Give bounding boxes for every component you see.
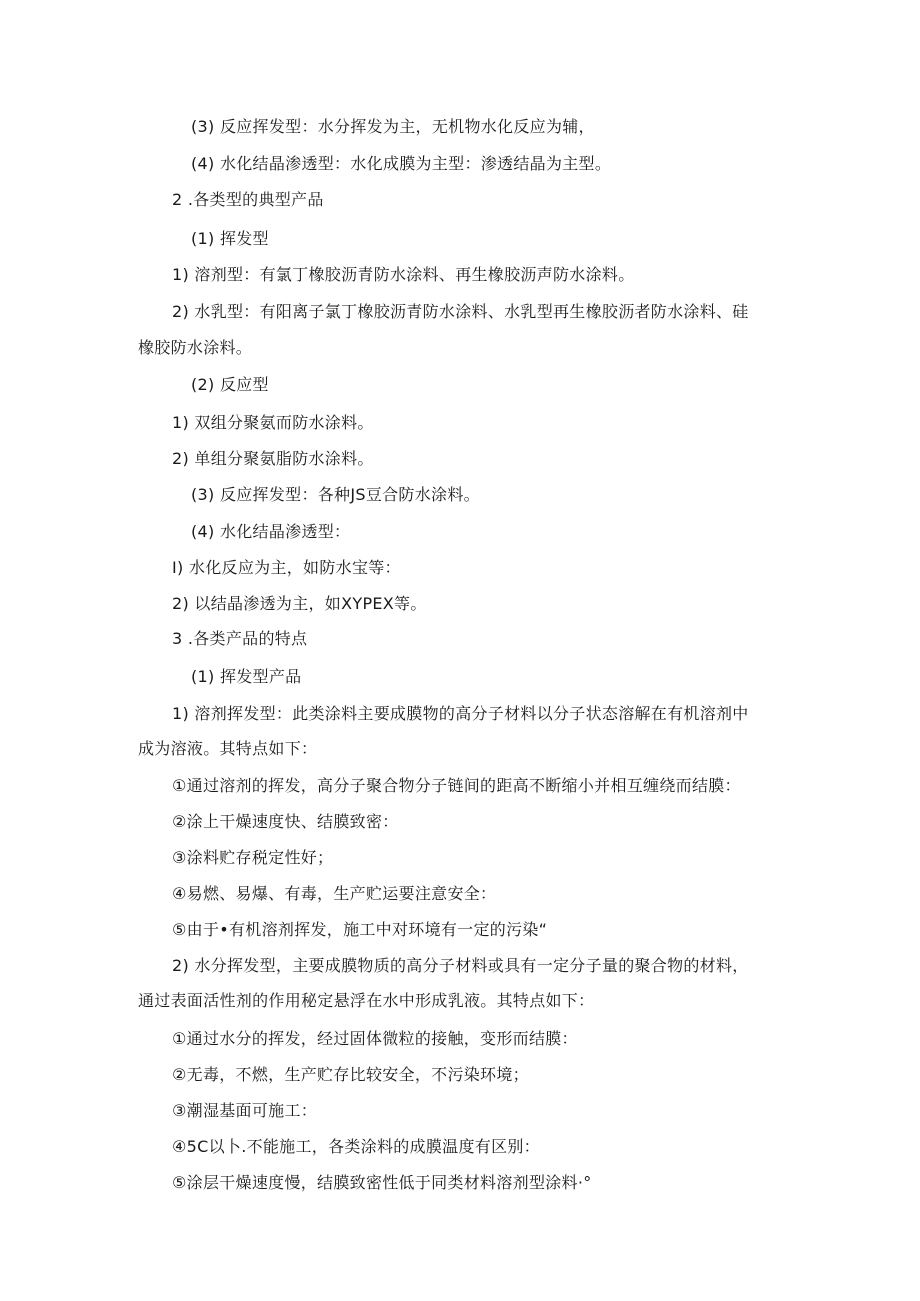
text-line: (3) 反应挥发型：各种JS豆合防水涂料。 [191, 485, 480, 504]
text-line: 成为溶液。其特点如下： [138, 739, 318, 758]
text-line: 2) 水乳型：有阳离子氯丁橡胶沥青防水涂料、水乳型再生橡胶沥者防水涂料、硅 [172, 302, 749, 321]
text-line: (4) 水化结晶渗透型：水化成膜为主型：渗透结晶为主型。 [191, 154, 612, 173]
list-item: ②涂上干燥速度快、结膜致密： [172, 812, 399, 831]
text-line: 橡胶防水涂料。 [138, 338, 253, 357]
subsection-heading: (4) 水化结晶渗透型： [191, 522, 351, 541]
text-line: 2) 水分挥发型，主要成膜物质的高分子材料或具有一定分子量的聚合物的材料， [172, 956, 749, 975]
text-line: 1) 双组分聚氨而防水涂料。 [172, 413, 374, 432]
list-item: ①通过溶剂的挥发，高分子聚合物分子链间的距高不断缩小并相互缠绕而结膜： [172, 776, 741, 795]
list-item: ①通过水分的挥发，经过固体微粒的接触，变形而结膜： [172, 1029, 578, 1048]
text-line: 通过表面活性剂的作用秘定悬浮在水中形成乳液。其特点如下： [138, 991, 595, 1010]
list-item: ④5C以卜.不能施工，各类涂料的成膜温度有区别： [172, 1137, 540, 1156]
section-heading: 2 .各类型的典型产品 [172, 190, 324, 209]
text-line: (3) 反应挥发型：水分挥发为主，无机物水化反应为辅， [191, 117, 595, 136]
section-heading: 3 .各类产品的特点 [172, 629, 308, 648]
text-line: 2) 单组分聚氨脂防水涂料。 [172, 449, 374, 468]
text-line: 1) 溶剂挥发型：此类涂料主要成膜物的高分子材料以分子状态溶解在有机溶剂中 [172, 704, 749, 723]
list-item: ⑤由于•有机溶剂挥发，施工中对环境有一定的污染“ [172, 920, 548, 939]
list-item: ③潮湿基面可施工： [172, 1101, 318, 1120]
text-line: 1) 溶剂型：有氯丁橡胶沥青防水涂料、再生橡胶沥声防水涂料。 [172, 265, 635, 284]
subsection-heading: (1) 挥发型 [191, 229, 269, 248]
list-item: ③涂料贮存税定性好； [172, 848, 334, 867]
subsection-heading: (2) 反应型 [191, 375, 269, 394]
list-item: ②无毒，不燃，生产贮存比较安全，不污染环境； [172, 1065, 529, 1084]
text-line: I) 水化反应为主，如防水宝等： [172, 558, 401, 577]
text-line: 2) 以结晶渗透为主，如XYPEX等。 [172, 594, 427, 613]
subsection-heading: (1) 挥发型产品 [191, 667, 302, 686]
list-item: ④易燃、易爆、有毒，生产贮运要注意安全： [172, 884, 497, 903]
list-item: ⑤涂层干燥速度慢，结膜致密性低于同类材料溶剂型涂料·° [172, 1173, 592, 1192]
